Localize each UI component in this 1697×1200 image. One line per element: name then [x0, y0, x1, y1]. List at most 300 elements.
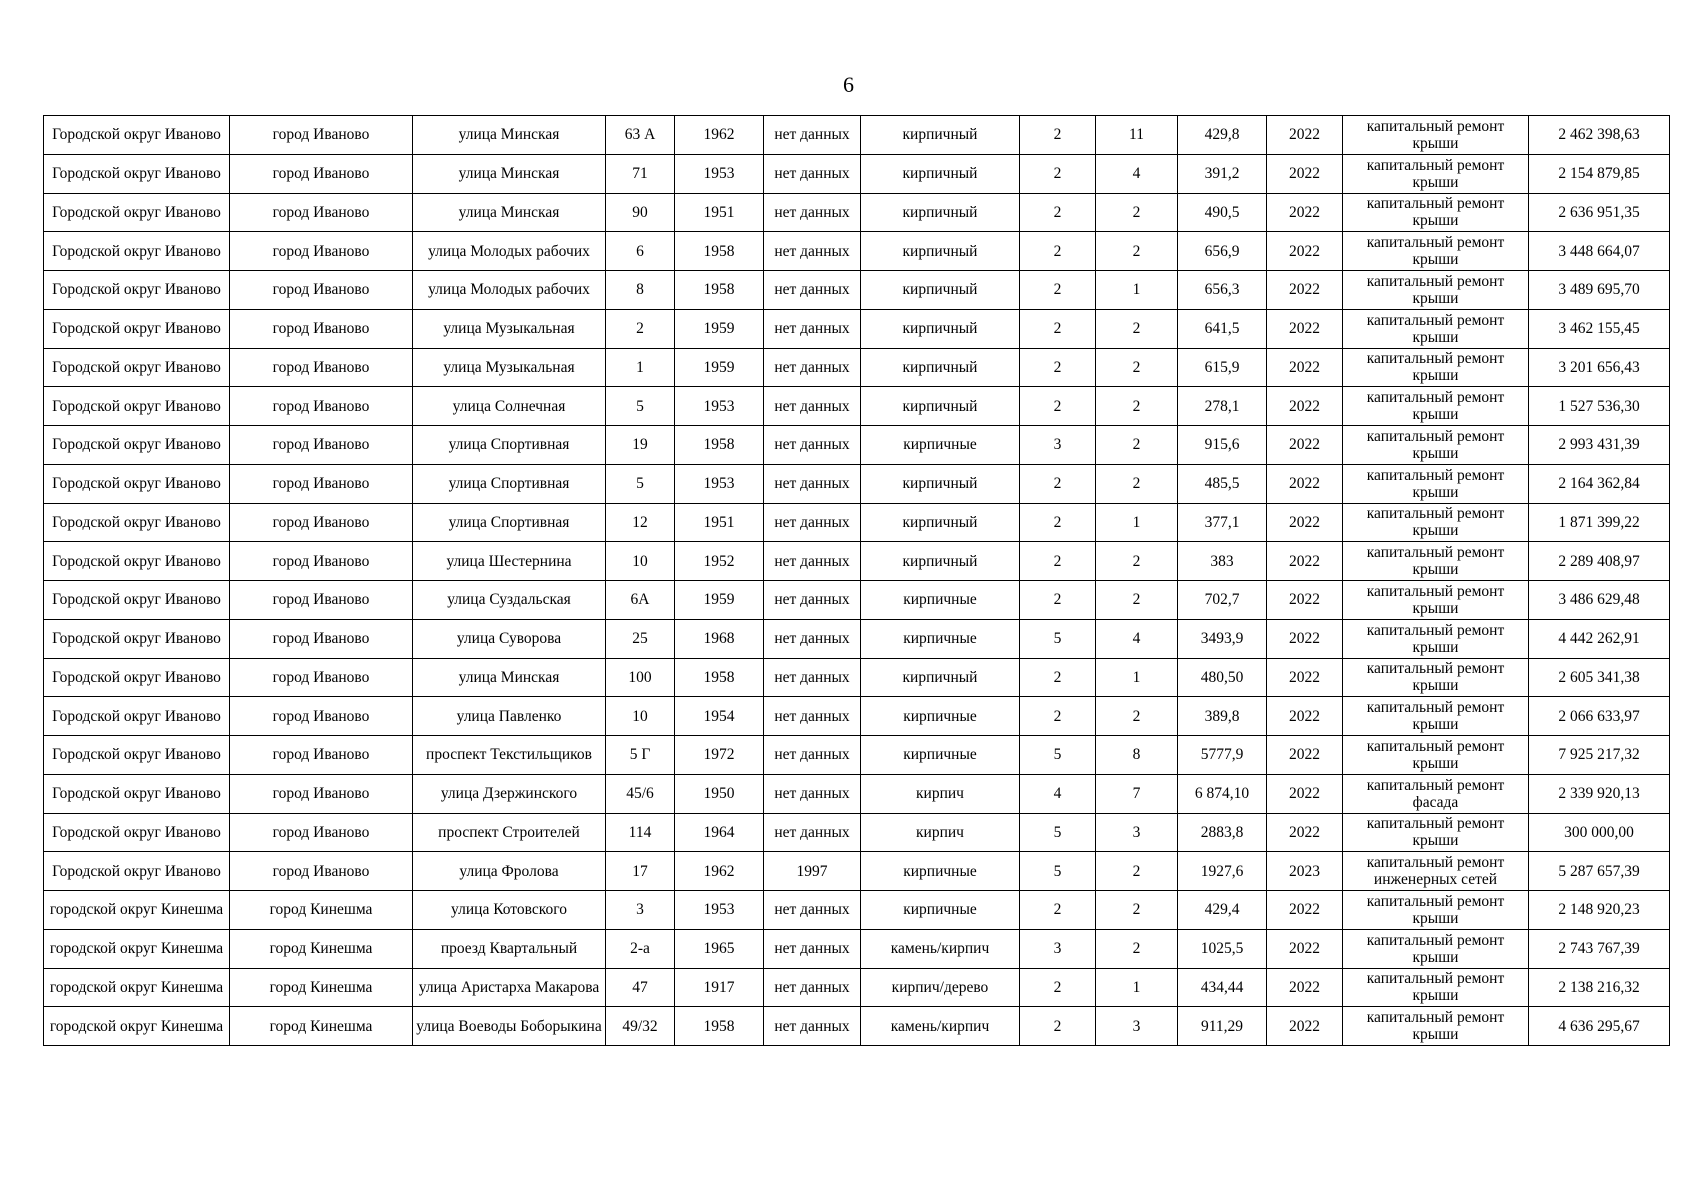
street-cell: улица Котовского	[413, 891, 606, 930]
table-row	[44, 852, 1670, 891]
municipality-cell: городской округ Кинешма	[44, 968, 230, 1007]
municipality-cell: Городской округ Иваново	[44, 542, 230, 581]
table-row	[44, 658, 1670, 697]
floors-cell: 3	[1020, 929, 1096, 968]
area-cell: 702,7	[1178, 581, 1267, 620]
entrances-cell: 2	[1096, 309, 1178, 348]
entrances-cell: 11	[1096, 116, 1178, 155]
last-repair-year-cell: нет данных	[764, 309, 861, 348]
entrances-cell: 1	[1096, 658, 1178, 697]
settlement-cell: город Иваново	[230, 348, 413, 387]
last-repair-year-cell: нет данных	[764, 581, 861, 620]
build-year-cell: 1965	[675, 929, 764, 968]
settlement-cell: город Иваново	[230, 193, 413, 232]
municipality-cell: городской округ Кинешма	[44, 891, 230, 930]
wall-material-cell: камень/кирпич	[861, 929, 1020, 968]
last-repair-year-cell: нет данных	[764, 619, 861, 658]
house-number-cell: 100	[606, 658, 675, 697]
wall-material-cell: кирпичный	[861, 348, 1020, 387]
cost-cell: 2 462 398,63	[1529, 116, 1670, 155]
last-repair-year-cell: нет данных	[764, 968, 861, 1007]
table-row	[44, 542, 1670, 581]
wall-material-cell: кирпич/дерево	[861, 968, 1020, 1007]
floors-cell: 2	[1020, 116, 1096, 155]
area-cell: 383	[1178, 542, 1267, 581]
wall-material-cell: кирпичный	[861, 464, 1020, 503]
house-number-cell: 1	[606, 348, 675, 387]
house-number-cell: 8	[606, 271, 675, 310]
last-repair-year-cell: нет данных	[764, 503, 861, 542]
table-row	[44, 929, 1670, 968]
floors-cell: 2	[1020, 193, 1096, 232]
house-number-cell: 25	[606, 619, 675, 658]
house-number-cell: 12	[606, 503, 675, 542]
municipality-cell: Городской округ Иваново	[44, 348, 230, 387]
table-row	[44, 891, 1670, 930]
wall-material-cell: кирпичный	[861, 116, 1020, 155]
build-year-cell: 1958	[675, 1007, 764, 1046]
settlement-cell: город Иваново	[230, 697, 413, 736]
last-repair-year-cell: нет данных	[764, 348, 861, 387]
work-type-cell: капитальный ремонт инженерных сетей	[1343, 852, 1529, 891]
wall-material-cell: кирпичные	[861, 891, 1020, 930]
municipality-cell: Городской округ Иваново	[44, 774, 230, 813]
cost-cell: 1 871 399,22	[1529, 503, 1670, 542]
last-repair-year-cell: нет данных	[764, 426, 861, 465]
planned-year-cell: 2022	[1267, 891, 1343, 930]
area-cell: 429,8	[1178, 116, 1267, 155]
build-year-cell: 1951	[675, 503, 764, 542]
municipality-cell: городской округ Кинешма	[44, 1007, 230, 1046]
area-cell: 6 874,10	[1178, 774, 1267, 813]
cost-cell: 2 289 408,97	[1529, 542, 1670, 581]
build-year-cell: 1964	[675, 813, 764, 852]
settlement-cell: город Иваново	[230, 271, 413, 310]
build-year-cell: 1917	[675, 968, 764, 1007]
street-cell: улица Музыкальная	[413, 309, 606, 348]
municipality-cell: Городской округ Иваново	[44, 658, 230, 697]
cost-cell: 3 486 629,48	[1529, 581, 1670, 620]
table-row	[44, 774, 1670, 813]
wall-material-cell: камень/кирпич	[861, 1007, 1020, 1046]
wall-material-cell: кирпичный	[861, 154, 1020, 193]
area-cell: 911,29	[1178, 1007, 1267, 1046]
area-cell: 377,1	[1178, 503, 1267, 542]
planned-year-cell: 2022	[1267, 697, 1343, 736]
floors-cell: 4	[1020, 774, 1096, 813]
municipality-cell: Городской округ Иваново	[44, 193, 230, 232]
house-number-cell: 5	[606, 387, 675, 426]
last-repair-year-cell: нет данных	[764, 1007, 861, 1046]
floors-cell: 5	[1020, 619, 1096, 658]
street-cell: улица Молодых рабочих	[413, 232, 606, 271]
wall-material-cell: кирпичные	[861, 736, 1020, 775]
house-number-cell: 5	[606, 464, 675, 503]
house-number-cell: 114	[606, 813, 675, 852]
area-cell: 480,50	[1178, 658, 1267, 697]
house-number-cell: 47	[606, 968, 675, 1007]
last-repair-year-cell: нет данных	[764, 774, 861, 813]
house-number-cell: 2-а	[606, 929, 675, 968]
area-cell: 5777,9	[1178, 736, 1267, 775]
planned-year-cell: 2023	[1267, 852, 1343, 891]
table-row	[44, 581, 1670, 620]
street-cell: улица Спортивная	[413, 503, 606, 542]
wall-material-cell: кирпичный	[861, 542, 1020, 581]
table-row	[44, 309, 1670, 348]
table-row	[44, 503, 1670, 542]
floors-cell: 3	[1020, 426, 1096, 465]
settlement-cell: город Иваново	[230, 852, 413, 891]
cost-cell: 7 925 217,32	[1529, 736, 1670, 775]
entrances-cell: 2	[1096, 348, 1178, 387]
wall-material-cell: кирпич	[861, 813, 1020, 852]
planned-year-cell: 2022	[1267, 503, 1343, 542]
last-repair-year-cell: нет данных	[764, 813, 861, 852]
planned-year-cell: 2022	[1267, 116, 1343, 155]
table-row	[44, 348, 1670, 387]
last-repair-year-cell: нет данных	[764, 697, 861, 736]
settlement-cell: город Кинешма	[230, 891, 413, 930]
cost-cell: 2 154 879,85	[1529, 154, 1670, 193]
entrances-cell: 2	[1096, 387, 1178, 426]
area-cell: 656,9	[1178, 232, 1267, 271]
settlement-cell: город Иваново	[230, 154, 413, 193]
municipality-cell: Городской округ Иваново	[44, 464, 230, 503]
work-type-cell: капитальный ремонт крыши	[1343, 193, 1529, 232]
work-type-cell: капитальный ремонт фасада	[1343, 774, 1529, 813]
wall-material-cell: кирпичный	[861, 232, 1020, 271]
area-cell: 434,44	[1178, 968, 1267, 1007]
build-year-cell: 1962	[675, 852, 764, 891]
cost-cell: 3 448 664,07	[1529, 232, 1670, 271]
cost-cell: 5 287 657,39	[1529, 852, 1670, 891]
house-number-cell: 45/6	[606, 774, 675, 813]
cost-cell: 2 148 920,23	[1529, 891, 1670, 930]
street-cell: улица Минская	[413, 658, 606, 697]
floors-cell: 5	[1020, 813, 1096, 852]
last-repair-year-cell: нет данных	[764, 193, 861, 232]
area-cell: 615,9	[1178, 348, 1267, 387]
last-repair-year-cell: нет данных	[764, 232, 861, 271]
settlement-cell: город Иваново	[230, 581, 413, 620]
municipality-cell: Городской округ Иваново	[44, 736, 230, 775]
work-type-cell: капитальный ремонт крыши	[1343, 542, 1529, 581]
work-type-cell: капитальный ремонт крыши	[1343, 1007, 1529, 1046]
municipality-cell: Городской округ Иваново	[44, 232, 230, 271]
settlement-cell: город Иваново	[230, 736, 413, 775]
house-number-cell: 10	[606, 542, 675, 581]
work-type-cell: капитальный ремонт крыши	[1343, 232, 1529, 271]
last-repair-year-cell: нет данных	[764, 929, 861, 968]
table-row	[44, 1007, 1670, 1046]
table-row	[44, 426, 1670, 465]
work-type-cell: капитальный ремонт крыши	[1343, 658, 1529, 697]
build-year-cell: 1958	[675, 271, 764, 310]
planned-year-cell: 2022	[1267, 348, 1343, 387]
cost-cell: 300 000,00	[1529, 813, 1670, 852]
entrances-cell: 1	[1096, 271, 1178, 310]
area-cell: 1025,5	[1178, 929, 1267, 968]
municipality-cell: Городской округ Иваново	[44, 116, 230, 155]
work-type-cell: капитальный ремонт крыши	[1343, 929, 1529, 968]
municipality-cell: Городской округ Иваново	[44, 426, 230, 465]
floors-cell: 2	[1020, 232, 1096, 271]
street-cell: улица Молодых рабочих	[413, 271, 606, 310]
house-number-cell: 6	[606, 232, 675, 271]
street-cell: улица Воеводы Боборыкина	[413, 1007, 606, 1046]
cost-cell: 2 066 633,97	[1529, 697, 1670, 736]
house-number-cell: 19	[606, 426, 675, 465]
cost-cell: 2 636 951,35	[1529, 193, 1670, 232]
street-cell: улица Минская	[413, 154, 606, 193]
wall-material-cell: кирпичные	[861, 619, 1020, 658]
planned-year-cell: 2022	[1267, 154, 1343, 193]
work-type-cell: капитальный ремонт крыши	[1343, 464, 1529, 503]
work-type-cell: капитальный ремонт крыши	[1343, 348, 1529, 387]
street-cell: улица Минская	[413, 193, 606, 232]
planned-year-cell: 2022	[1267, 426, 1343, 465]
settlement-cell: город Кинешма	[230, 929, 413, 968]
last-repair-year-cell: нет данных	[764, 891, 861, 930]
street-cell: улица Суздальская	[413, 581, 606, 620]
municipality-cell: Городской округ Иваново	[44, 154, 230, 193]
street-cell: улица Музыкальная	[413, 348, 606, 387]
cost-cell: 2 138 216,32	[1529, 968, 1670, 1007]
area-cell: 641,5	[1178, 309, 1267, 348]
work-type-cell: капитальный ремонт крыши	[1343, 426, 1529, 465]
table-row	[44, 116, 1670, 155]
build-year-cell: 1953	[675, 154, 764, 193]
work-type-cell: капитальный ремонт крыши	[1343, 387, 1529, 426]
wall-material-cell: кирпичный	[861, 271, 1020, 310]
work-type-cell: капитальный ремонт крыши	[1343, 271, 1529, 310]
last-repair-year-cell: нет данных	[764, 464, 861, 503]
floors-cell: 2	[1020, 1007, 1096, 1046]
planned-year-cell: 2022	[1267, 774, 1343, 813]
build-year-cell: 1958	[675, 658, 764, 697]
street-cell: улица Солнечная	[413, 387, 606, 426]
wall-material-cell: кирпичный	[861, 503, 1020, 542]
floors-cell: 5	[1020, 852, 1096, 891]
municipality-cell: Городской округ Иваново	[44, 581, 230, 620]
street-cell: улица Аристарха Макарова	[413, 968, 606, 1007]
area-cell: 391,2	[1178, 154, 1267, 193]
wall-material-cell: кирпичный	[861, 387, 1020, 426]
work-type-cell: капитальный ремонт крыши	[1343, 736, 1529, 775]
last-repair-year-cell: нет данных	[764, 542, 861, 581]
area-cell: 389,8	[1178, 697, 1267, 736]
area-cell: 429,4	[1178, 891, 1267, 930]
floors-cell: 2	[1020, 658, 1096, 697]
planned-year-cell: 2022	[1267, 542, 1343, 581]
build-year-cell: 1968	[675, 619, 764, 658]
entrances-cell: 3	[1096, 813, 1178, 852]
cost-cell: 3 462 155,45	[1529, 309, 1670, 348]
house-number-cell: 71	[606, 154, 675, 193]
wall-material-cell: кирпичные	[861, 852, 1020, 891]
municipality-cell: Городской округ Иваново	[44, 619, 230, 658]
street-cell: улица Спортивная	[413, 464, 606, 503]
wall-material-cell: кирпичный	[861, 658, 1020, 697]
entrances-cell: 4	[1096, 154, 1178, 193]
house-number-cell: 3	[606, 891, 675, 930]
street-cell: улица Фролова	[413, 852, 606, 891]
build-year-cell: 1958	[675, 232, 764, 271]
house-number-cell: 49/32	[606, 1007, 675, 1046]
settlement-cell: город Иваново	[230, 426, 413, 465]
last-repair-year-cell: нет данных	[764, 658, 861, 697]
settlement-cell: город Иваново	[230, 309, 413, 348]
work-type-cell: капитальный ремонт крыши	[1343, 581, 1529, 620]
municipality-cell: Городской округ Иваново	[44, 271, 230, 310]
floors-cell: 2	[1020, 154, 1096, 193]
table-row	[44, 697, 1670, 736]
planned-year-cell: 2022	[1267, 581, 1343, 620]
street-cell: улица Суворова	[413, 619, 606, 658]
table-row	[44, 813, 1670, 852]
house-number-cell: 6А	[606, 581, 675, 620]
planned-year-cell: 2022	[1267, 271, 1343, 310]
wall-material-cell: кирпич	[861, 774, 1020, 813]
last-repair-year-cell: нет данных	[764, 271, 861, 310]
area-cell: 1927,6	[1178, 852, 1267, 891]
work-type-cell: капитальный ремонт крыши	[1343, 309, 1529, 348]
table-row	[44, 968, 1670, 1007]
street-cell: проспект Строителей	[413, 813, 606, 852]
municipality-cell: городской округ Кинешма	[44, 929, 230, 968]
entrances-cell: 1	[1096, 968, 1178, 1007]
municipality-cell: Городской округ Иваново	[44, 387, 230, 426]
floors-cell: 2	[1020, 581, 1096, 620]
page-number: 6	[843, 72, 854, 97]
entrances-cell: 2	[1096, 426, 1178, 465]
settlement-cell: город Иваново	[230, 503, 413, 542]
work-type-cell: капитальный ремонт крыши	[1343, 813, 1529, 852]
build-year-cell: 1953	[675, 891, 764, 930]
last-repair-year-cell: нет данных	[764, 387, 861, 426]
wall-material-cell: кирпичные	[861, 581, 1020, 620]
entrances-cell: 2	[1096, 232, 1178, 271]
build-year-cell: 1951	[675, 193, 764, 232]
area-cell: 2883,8	[1178, 813, 1267, 852]
street-cell: улица Минская	[413, 116, 606, 155]
table-row	[44, 271, 1670, 310]
build-year-cell: 1959	[675, 309, 764, 348]
entrances-cell: 8	[1096, 736, 1178, 775]
house-number-cell: 63 А	[606, 116, 675, 155]
last-repair-year-cell: нет данных	[764, 154, 861, 193]
floors-cell: 2	[1020, 697, 1096, 736]
street-cell: улица Шестернина	[413, 542, 606, 581]
work-type-cell: капитальный ремонт крыши	[1343, 503, 1529, 542]
entrances-cell: 2	[1096, 852, 1178, 891]
municipality-cell: Городской округ Иваново	[44, 309, 230, 348]
planned-year-cell: 2022	[1267, 929, 1343, 968]
cost-cell: 2 339 920,13	[1529, 774, 1670, 813]
entrances-cell: 2	[1096, 193, 1178, 232]
settlement-cell: город Иваново	[230, 464, 413, 503]
planned-year-cell: 2022	[1267, 387, 1343, 426]
house-number-cell: 17	[606, 852, 675, 891]
street-cell: улица Дзержинского	[413, 774, 606, 813]
area-cell: 915,6	[1178, 426, 1267, 465]
floors-cell: 2	[1020, 968, 1096, 1007]
work-type-cell: капитальный ремонт крыши	[1343, 116, 1529, 155]
table-row	[44, 387, 1670, 426]
house-number-cell: 2	[606, 309, 675, 348]
table-row	[44, 193, 1670, 232]
floors-cell: 2	[1020, 891, 1096, 930]
build-year-cell: 1950	[675, 774, 764, 813]
municipality-cell: Городской округ Иваново	[44, 852, 230, 891]
housing-repair-table	[43, 115, 1670, 1046]
house-number-cell: 5 Г	[606, 736, 675, 775]
table-row	[44, 736, 1670, 775]
build-year-cell: 1953	[675, 387, 764, 426]
entrances-cell: 3	[1096, 1007, 1178, 1046]
wall-material-cell: кирпичный	[861, 193, 1020, 232]
floors-cell: 2	[1020, 387, 1096, 426]
entrances-cell: 2	[1096, 464, 1178, 503]
cost-cell: 2 605 341,38	[1529, 658, 1670, 697]
build-year-cell: 1959	[675, 581, 764, 620]
last-repair-year-cell: 1997	[764, 852, 861, 891]
settlement-cell: город Иваново	[230, 619, 413, 658]
settlement-cell: город Иваново	[230, 813, 413, 852]
build-year-cell: 1952	[675, 542, 764, 581]
planned-year-cell: 2022	[1267, 736, 1343, 775]
area-cell: 490,5	[1178, 193, 1267, 232]
cost-cell: 2 993 431,39	[1529, 426, 1670, 465]
planned-year-cell: 2022	[1267, 1007, 1343, 1046]
street-cell: улица Спортивная	[413, 426, 606, 465]
wall-material-cell: кирпичный	[861, 309, 1020, 348]
floors-cell: 2	[1020, 542, 1096, 581]
entrances-cell: 7	[1096, 774, 1178, 813]
build-year-cell: 1959	[675, 348, 764, 387]
work-type-cell: капитальный ремонт крыши	[1343, 619, 1529, 658]
work-type-cell: капитальный ремонт крыши	[1343, 968, 1529, 1007]
table-row	[44, 464, 1670, 503]
planned-year-cell: 2022	[1267, 309, 1343, 348]
street-cell: проезд Квартальный	[413, 929, 606, 968]
floors-cell: 2	[1020, 271, 1096, 310]
settlement-cell: город Иваново	[230, 774, 413, 813]
house-number-cell: 90	[606, 193, 675, 232]
floors-cell: 2	[1020, 503, 1096, 542]
entrances-cell: 2	[1096, 581, 1178, 620]
entrances-cell: 2	[1096, 929, 1178, 968]
planned-year-cell: 2022	[1267, 193, 1343, 232]
planned-year-cell: 2022	[1267, 968, 1343, 1007]
floors-cell: 2	[1020, 309, 1096, 348]
entrances-cell: 4	[1096, 619, 1178, 658]
street-cell: проспект Текстильщиков	[413, 736, 606, 775]
settlement-cell: город Иваново	[230, 658, 413, 697]
work-type-cell: капитальный ремонт крыши	[1343, 697, 1529, 736]
planned-year-cell: 2022	[1267, 464, 1343, 503]
house-number-cell: 10	[606, 697, 675, 736]
floors-cell: 5	[1020, 736, 1096, 775]
settlement-cell: город Иваново	[230, 116, 413, 155]
planned-year-cell: 2022	[1267, 619, 1343, 658]
area-cell: 485,5	[1178, 464, 1267, 503]
cost-cell: 4 442 262,91	[1529, 619, 1670, 658]
floors-cell: 2	[1020, 464, 1096, 503]
settlement-cell: город Кинешма	[230, 1007, 413, 1046]
build-year-cell: 1972	[675, 736, 764, 775]
